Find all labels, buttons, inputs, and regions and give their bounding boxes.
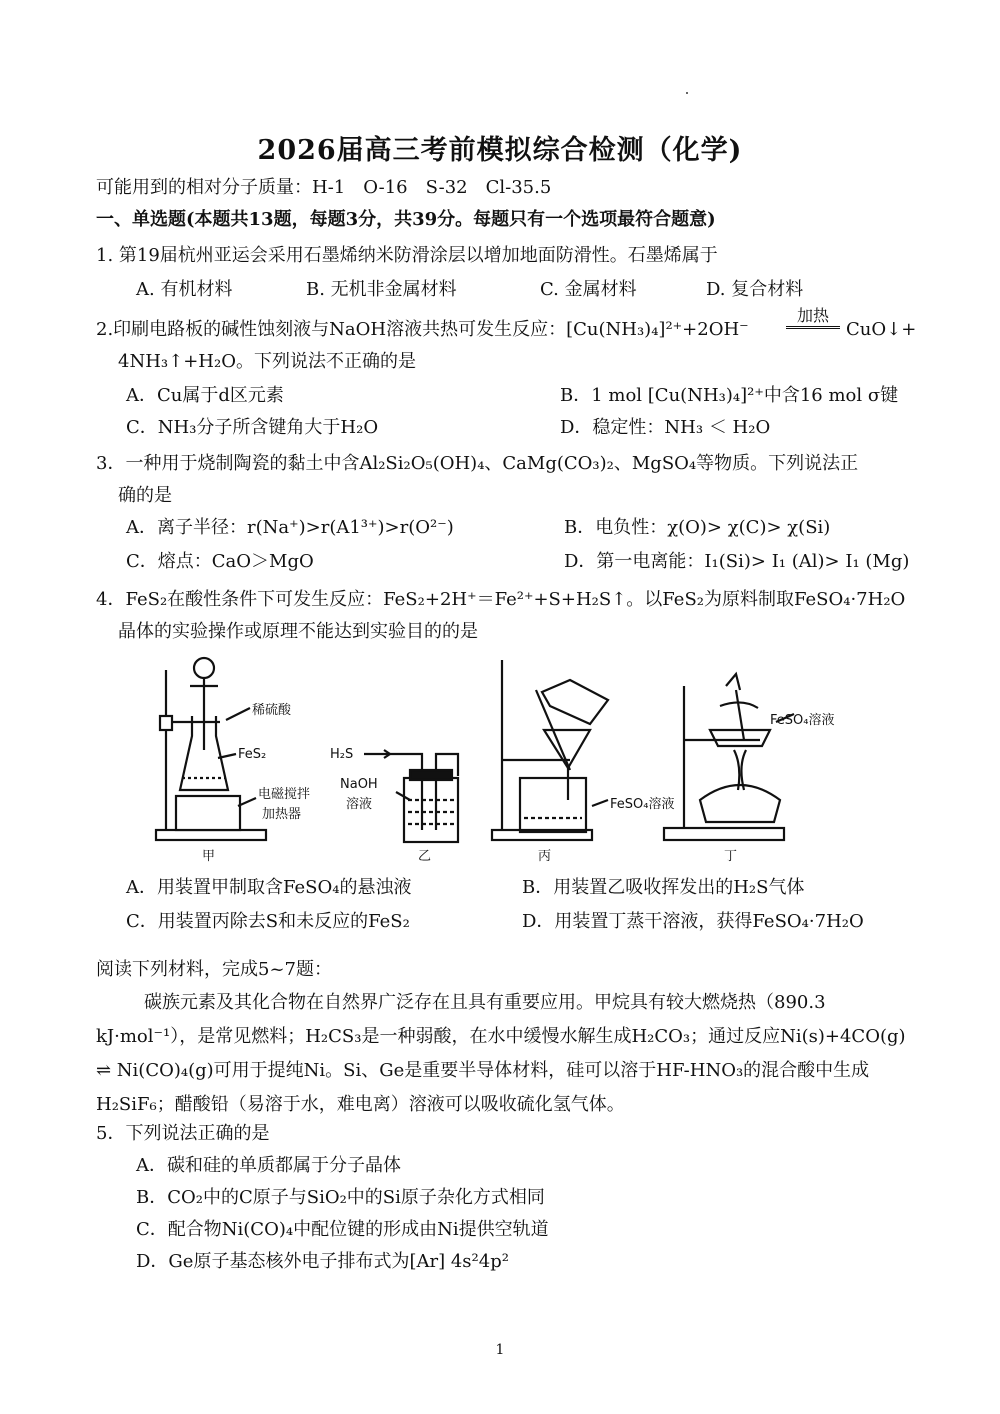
q4-option-b: B．用装置乙吸收挥发出的H₂S气体 (522, 877, 805, 898)
apparatus-yi (364, 750, 458, 842)
apparatus-bing (492, 660, 608, 840)
q4-stem-a: 4．FeS₂在酸性条件下可发生反应：FeS₂+2H⁺＝Fe²⁺+S+H₂S↑。以FeS₂为原料制取FeSO₄·7H₂O (96, 589, 906, 610)
q3-stem-a: 3．一种用于烧制陶瓷的黏土中含Al₂Si₂O₅(OH)₄、CaMg(CO₃)₂、MgSO₄等物质。下列说法正 (96, 453, 859, 474)
label-feso4-ding: FeSO₄溶液 (770, 713, 835, 728)
q3-stem-b: 确的是 (118, 485, 172, 506)
q4-option-d: D．用装置丁蒸干溶液，获得FeSO₄·7H₂O (522, 911, 864, 932)
label-heater: 加热器 (262, 807, 302, 822)
q5-stem: 5．下列说法正确的是 (96, 1123, 270, 1144)
q3-option-b: B．电负性：χ(O)> χ(C)> χ(Si) (564, 517, 831, 538)
q2-option-a: A．Cu属于d区元素 (126, 385, 284, 406)
q2-condition: 加热 (786, 306, 840, 329)
q2-stem-b: CuO↓+ (846, 319, 917, 340)
label-solution: 溶液 (346, 797, 373, 812)
q1-option-a: A. 有机材料 (136, 279, 233, 300)
q4-option-c: C．用装置丙除去S和未反应的FeS₂ (126, 911, 410, 932)
q1-option-c: C. 金属材料 (540, 279, 637, 300)
label-stirrer: 电磁搅拌 (258, 787, 311, 802)
q2-stem-a: 2.印刷电路板的碱性蚀刻液与NaOH溶液共热可发生反应：[Cu(NH₃)₄]²⁺+2OH⁻ (96, 319, 749, 340)
caption-ding: 丁 (724, 849, 738, 864)
q1-stem: 1. 第19届杭州亚运会采用石墨烯纳米防滑涂层以增加地面防滑性。石墨烯属于 (96, 245, 718, 266)
q1-option-b: B. 无机非金属材料 (306, 279, 457, 300)
q2-stem-c: 4NH₃↑+H₂O。下列说法不正确的是 (118, 351, 416, 372)
label-fes2: FeS₂ (238, 747, 267, 762)
q4-stem-b: 晶体的实验操作或原理不能达到实验目的的是 (118, 621, 478, 642)
q5-option-c: C．配合物Ni(CO)₄中配位键的形成由Ni提供空轨道 (136, 1219, 549, 1240)
q3-option-c: C．熔点：CaO＞MgO (126, 551, 314, 572)
q3-option-d: D．第一电离能：I₁(Si)> I₁ (Al)> I₁ (Mg) (564, 551, 910, 572)
caption-jia: 甲 (202, 849, 216, 864)
reading-passage: 碳族元素及其化合物在自然界广泛存在且具有重要应用。甲烷具有较大燃烧热（890.3 kJ·mol⁻¹），是常见燃料；H₂CS₃是一种弱酸，在水中缓慢水解生成H₂CO₃；通过反应Ni(s)+4CO(g) ⇌ Ni(CO)₄(g)可用于提纯Ni。Si、Ge是重要半导体材料，硅可以溶于HF-HNO₃的混合酸中生成H₂SiF₆；醋酸铅（易溶于水，难电离）溶液可以吸收硫化氢气体。 (96, 992, 906, 1115)
label-dilute-sulfuric-acid: 稀硫酸 (252, 703, 292, 718)
q2-option-d: D．稳定性：NH₃ ＜ H₂O (560, 417, 771, 438)
q5-option-a: A．碳和硅的单质都属于分子晶体 (136, 1155, 401, 1176)
q3-option-a: A．离子半径：r(Na⁺)>r(A1³⁺)>r(O²⁻) (126, 517, 454, 538)
speck (686, 92, 688, 94)
caption-bing: 丙 (538, 849, 552, 864)
label-h2s: H₂S (330, 747, 354, 762)
page-number: 1 (495, 1342, 505, 1358)
section-heading: 一、单选题(本题共13题，每题3分，共39分。每题只有一个选项最符合题意) (96, 209, 716, 230)
q5-option-b: B．CO₂中的C原子与SiO₂中的Si原子杂化方式相同 (136, 1187, 545, 1208)
atomic-masses: 可能用到的相对分子质量：H-1 O-16 S-32 Cl-35.5 (96, 177, 552, 198)
caption-yi: 乙 (418, 849, 432, 864)
apparatus-figure (140, 650, 880, 870)
q2-option-b: B．1 mol [Cu(NH₃)₄]²⁺中含16 mol σ键 (560, 385, 899, 406)
q1-option-d: D. 复合材料 (706, 279, 804, 300)
label-feso4-bing: FeSO₄溶液 (610, 797, 675, 812)
q2-option-c: C．NH₃分子所含键角大于H₂O (126, 417, 379, 438)
q4-option-a: A．用装置甲制取含FeSO₄的悬浊液 (126, 877, 412, 898)
apparatus-ding (664, 674, 794, 840)
page-title: 2026届高三考前模拟综合检测（化学) (257, 135, 743, 166)
q5-option-d: D．Ge原子基态核外电子排布式为[Ar] 4s²4p² (136, 1251, 509, 1272)
reading-intro: 阅读下列材料，完成5~7题： (96, 959, 332, 980)
label-naoh: NaOH (340, 777, 378, 792)
